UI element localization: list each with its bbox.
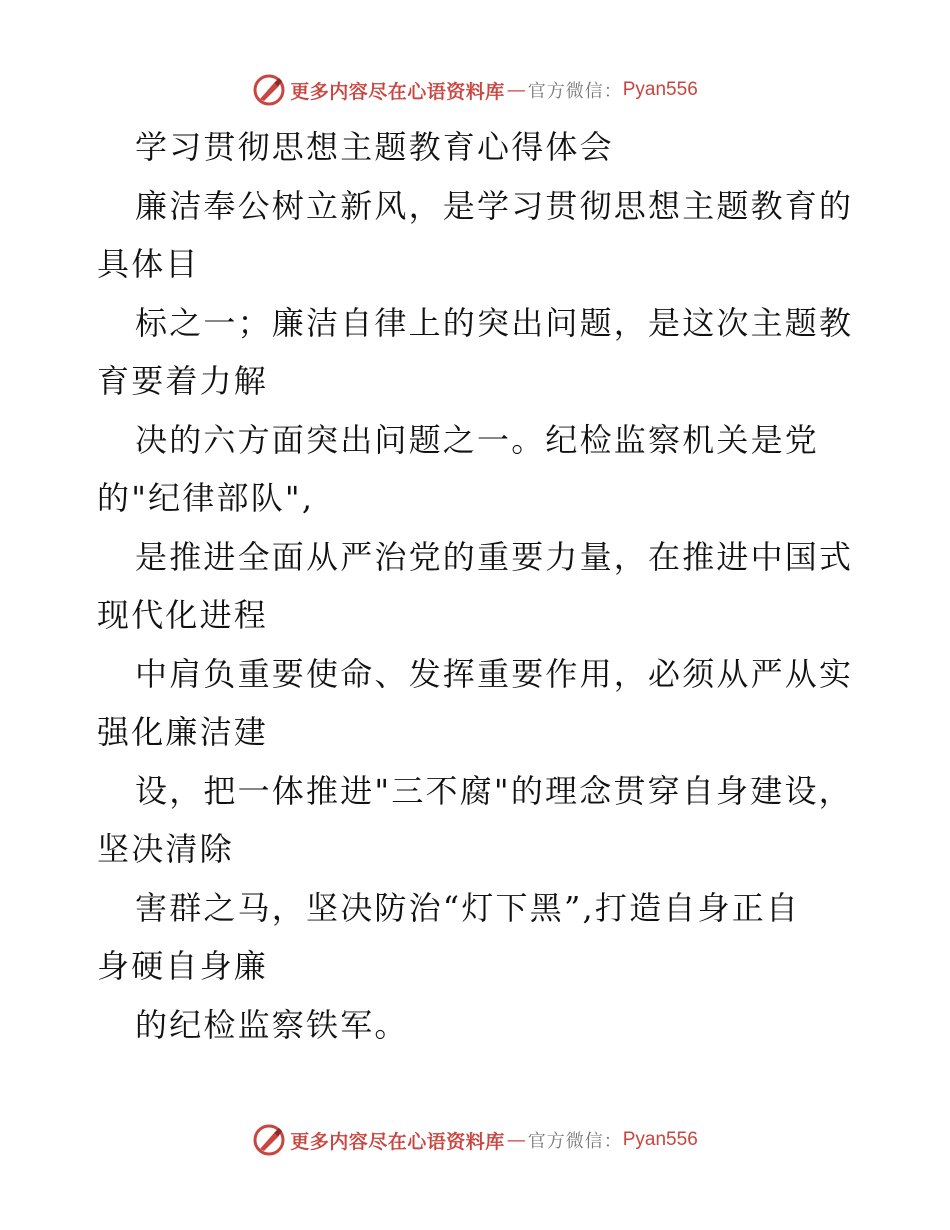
text-line: 身硬自身廉 bbox=[97, 947, 269, 985]
banner-dash: — bbox=[506, 1129, 526, 1151]
banner-wechat-id: Pyan556 bbox=[622, 79, 698, 100]
text-line: 强化廉洁建 bbox=[97, 713, 269, 751]
text-line: 坚决清除 bbox=[97, 830, 234, 868]
text-line: 决的六方面突出问题之一。纪检监察机关是党 bbox=[135, 420, 820, 459]
text-line: 的"纪律部队", bbox=[97, 479, 315, 517]
document-body bbox=[97, 118, 857, 1054]
banner-title: 更多内容尽在心语资料库 bbox=[290, 80, 505, 103]
text-line: 具体目 bbox=[97, 245, 200, 283]
banner-title: 更多内容尽在心语资料库 bbox=[290, 1130, 505, 1153]
banner-wechat-label: 官方微信： bbox=[527, 1131, 623, 1152]
text-line: 害群之马，坚决防治“灯下黑”,打造自身正自 bbox=[135, 888, 801, 927]
text-line: 的纪检监察铁军。 bbox=[135, 1005, 409, 1044]
text-line: 现代化进程 bbox=[97, 596, 269, 634]
text-line: 廉洁奉公树立新风，是学习贯彻思想主题教育的 bbox=[135, 186, 854, 225]
text-line: 育要着力解 bbox=[97, 362, 269, 400]
banner-wechat-label: 官方微信： bbox=[527, 81, 623, 102]
pen-logo-icon bbox=[252, 1123, 286, 1157]
pen-logo-icon bbox=[252, 73, 286, 107]
text-line: 标之一；廉洁自律上的突出问题，是这次主题教 bbox=[135, 303, 854, 342]
header-banner bbox=[0, 70, 950, 110]
text-line: 中肩负重要使命、发挥重要作用，必须从严从实 bbox=[135, 654, 854, 693]
banner-wechat-id: Pyan556 bbox=[622, 1129, 698, 1150]
text-line: 设，把一体推进"三不腐"的理念贯穿自身建设， bbox=[135, 771, 853, 810]
text-line: 是推进全面从严治党的重要力量，在推进中国式 bbox=[135, 537, 854, 576]
banner-dash: — bbox=[506, 79, 526, 101]
footer-banner bbox=[0, 1120, 950, 1160]
doc-title: 学习贯彻思想主题教育心得体会 bbox=[135, 128, 614, 166]
